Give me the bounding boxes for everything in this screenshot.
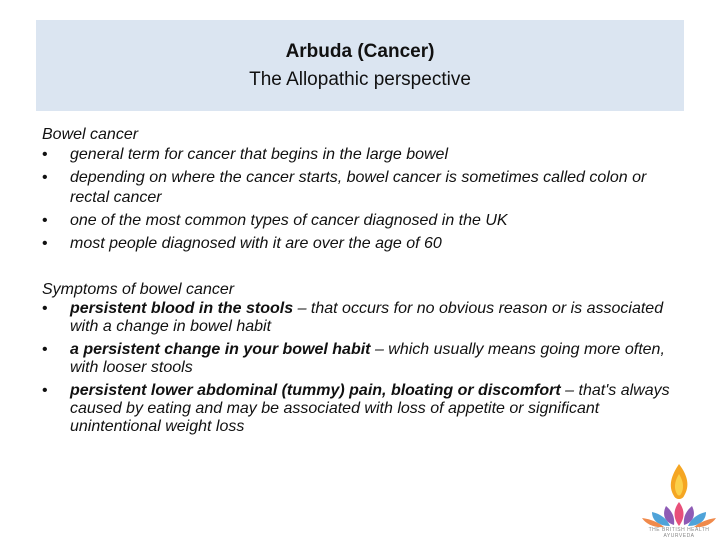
symptom-detail: – that's always caused by eating and may be associated with loss of appetite or significant unintentional weight loss bbox=[70, 382, 670, 435]
symptom-bold: persistent lower abdominal (tummy) pain, bloating or discomfort bbox=[70, 382, 561, 399]
symptom-detail: – that occurs for no obvious reason or is associated with a change in bowel habit bbox=[70, 300, 664, 335]
bowel-cancer-list bbox=[42, 145, 682, 254]
symptoms-list bbox=[42, 300, 682, 436]
list-item: • one of the most common types of cancer diagnosed in the UK bbox=[42, 211, 682, 231]
slide-title: Arbuda (Cancer) bbox=[285, 40, 435, 62]
section-title-symptoms: Symptoms of bowel cancer bbox=[42, 281, 235, 298]
list-item: • most people diagnosed with it are over the age of 60 bbox=[42, 234, 682, 254]
list-item: • depending on where the cancer starts, bowel cancer is sometimes called colon or rectal cancer bbox=[42, 168, 682, 208]
symptom-bold: persistent blood in the stools bbox=[70, 300, 294, 317]
list-item bbox=[42, 300, 682, 336]
list-item bbox=[42, 382, 682, 436]
logo-text: THE BRITISH HEALTH AYURVEDA bbox=[648, 527, 710, 539]
list-item bbox=[42, 341, 682, 377]
symptom-bold: a persistent change in your bowel habit bbox=[70, 341, 371, 358]
slide-title-box bbox=[36, 20, 684, 111]
list-item: • general term for cancer that begins in the large bowel bbox=[42, 145, 682, 165]
section-title-bowel-cancer: Bowel cancer bbox=[42, 126, 139, 143]
slide-subtitle: The Allopathic perspective bbox=[249, 68, 471, 90]
symptom-detail: – which usually means going more often, with looser stools bbox=[70, 341, 665, 376]
slide-content bbox=[42, 125, 682, 462]
